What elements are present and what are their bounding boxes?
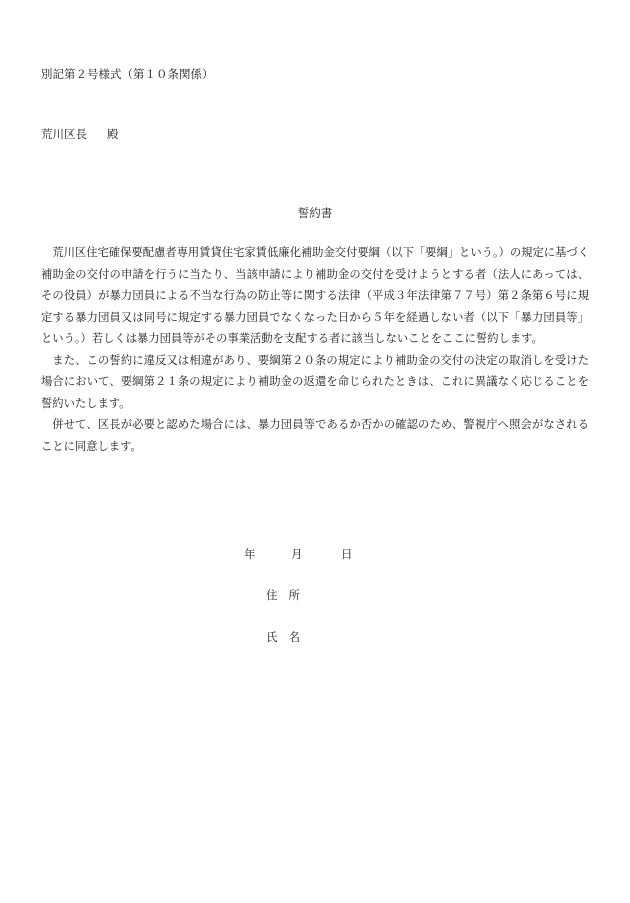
document-title: 誓約書	[297, 206, 333, 220]
month-label: 月	[291, 547, 303, 561]
address-label-2: 所	[288, 588, 300, 602]
year-label: 年	[244, 547, 256, 561]
body-paragraph: 荒川区住宅確保要配慮者専用賃貸住宅家賃低廉化補助金交付要綱（以下「要綱」という。）の規定に基づく補助金の交付の申請を行うに当たり、当該申請により補助金の交付を受けようとする者（法人にあっては、その役員）が暴力団員による不当な行為の防止等に関する法律（平成３年法律第７７号）第２条第６号に規定する暴力団員又は同号に規定する暴力団員でなくなった日から５年を経過しない者（以下「暴力団員等」という。）若しくは暴力団員等がその事業活動を支配する者に該当しないことをここに誓約します。	[41, 246, 589, 345]
body-paragraph: また、この誓約に違反又は相違があり、要綱第２０条の規定により補助金の交付の決定の取消しを受けた場合において、要綱第２１条の規定により補助金の返還を命じられたときは、これに異議なく応じることを誓約いたします。	[41, 353, 589, 410]
name-field	[266, 629, 300, 645]
addressee-honorific: 殿	[107, 127, 119, 141]
form-number: 別記第２号様式（第１０条関係）	[41, 67, 214, 81]
addressee-name: 荒川区長	[41, 127, 87, 141]
body-paragraph: 併せて、区長が必要と認めた場合には、暴力団員等であるか否かの確認のため、警視庁へ照会がなされることに同意します。	[41, 418, 589, 453]
document-body	[41, 242, 589, 457]
name-label-2: 名	[288, 630, 300, 644]
address-field	[266, 587, 300, 603]
addressee	[41, 126, 119, 142]
day-label: 日	[341, 547, 353, 561]
name-label-1: 氏	[266, 630, 278, 644]
date-line	[244, 546, 353, 562]
address-label-1: 住	[266, 588, 278, 602]
